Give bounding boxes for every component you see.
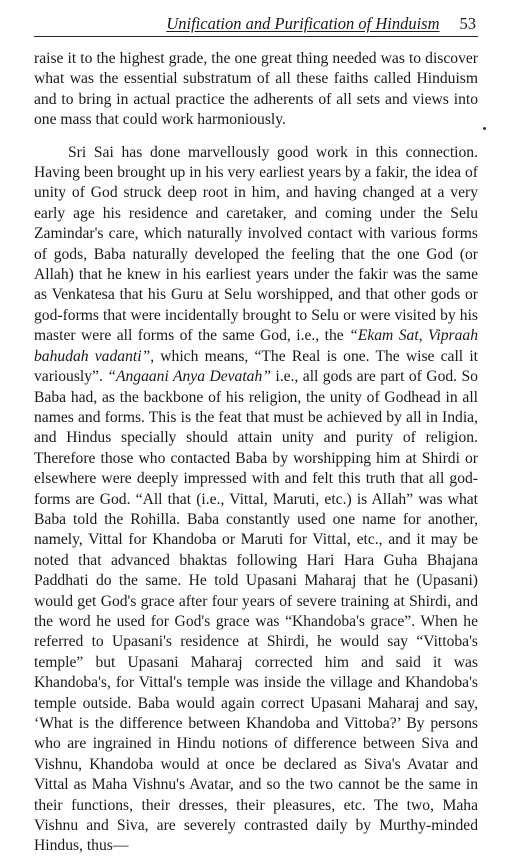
book-page bbox=[34, 14, 478, 857]
print-speck bbox=[483, 127, 486, 130]
running-header bbox=[34, 14, 478, 37]
running-title: Unification and Purification of Hinduism bbox=[166, 14, 440, 33]
paragraph-text-1: Sri Sai has done marvellously good work in this connection. Having been brought up in his very earliest years by a fakir, the idea of unity of God struck deep root in him, and having changed at a very early age his residence and caretaker, and coming under the Selu Zamindar's care, which naturally involved contact with various forms of gods, Baba naturally developed the feeling that the one God (or Allah) that he knew in his earliest years under the fakir was the same as Venkatesa that his Guru at Selu worshipped, and that other gods or god-forms that were incidentally brought to Selu or were visited by his master were all forms of the same God, i.e., the bbox=[34, 143, 478, 345]
paragraph-text-3: i.e., all gods are part of God. So Baba had, as the backbone of his religion, the unity of Godhead in all names and forms. This is the feat that must be achieved by all in India, and Hindus specially should attain unity and purity of religion. Therefore those who contacted Baba by worshipping him at Shirdi or elsewhere were deeply impressed with and felt this truth that all god-forms are God. “All that (i.e., Vittal, Maruti, etc.) is Allah” was what Baba told the Rohilla. Baba constantly used one name for another, namely, Vittal for Khandoba or Maruti for Vittal, etc., and it may be noted that advanced bhaktas following Hari Hara Guha Bhajana Paddhati do the same. He told Upasani Maharaj that he (Upasani) would get God's grace after four years of severe training at Shirdi, and the word he used for God's grace was “Khandoba's grace”. When he referred to Upasani's residence at Shirdi, he would say “Vittoba's temple” but Upasani Maharaj corrected him and said it was Khandoba's, for Vittal's temple was inside the village and Khandoba's temple outside. Baba would again correct Upasani Maharaj and say, ‘What is the difference between Khandoba and Vittoba?’ By persons who are ingrained in Hindu notions of difference between Siva and Vishnu, Khandoba would at once be declared as Siva's Avatar and Vittal as Maha Vishnu's Avatar, and so the two cannot be the same in their functions, their dresses, their pleasures, etc. The two, Maha Vishnu and Siva, are severely contrasted daily by Murthy-minded Hindus, thus— bbox=[34, 368, 478, 855]
quote-ekam-sat: “Ekam Sat, Vipraah bahudah vadanti” bbox=[34, 327, 478, 365]
paragraph-text-2: , which means, “The Real is one. The wise call it variously”. bbox=[34, 347, 478, 386]
page-number: 53 bbox=[459, 14, 476, 33]
quote-angaani: “Angaani Anya Devatah” bbox=[107, 368, 271, 386]
paragraph-sri-sai bbox=[34, 143, 478, 857]
body-text bbox=[34, 49, 478, 857]
paragraph-continued: raise it to the highest grade, the one great thing needed was to discover what was the essential substratum of all these faiths called Hinduism and to bring in actual practice the adherents of all sets and views into one mass that could work harmoniously. bbox=[34, 50, 478, 129]
